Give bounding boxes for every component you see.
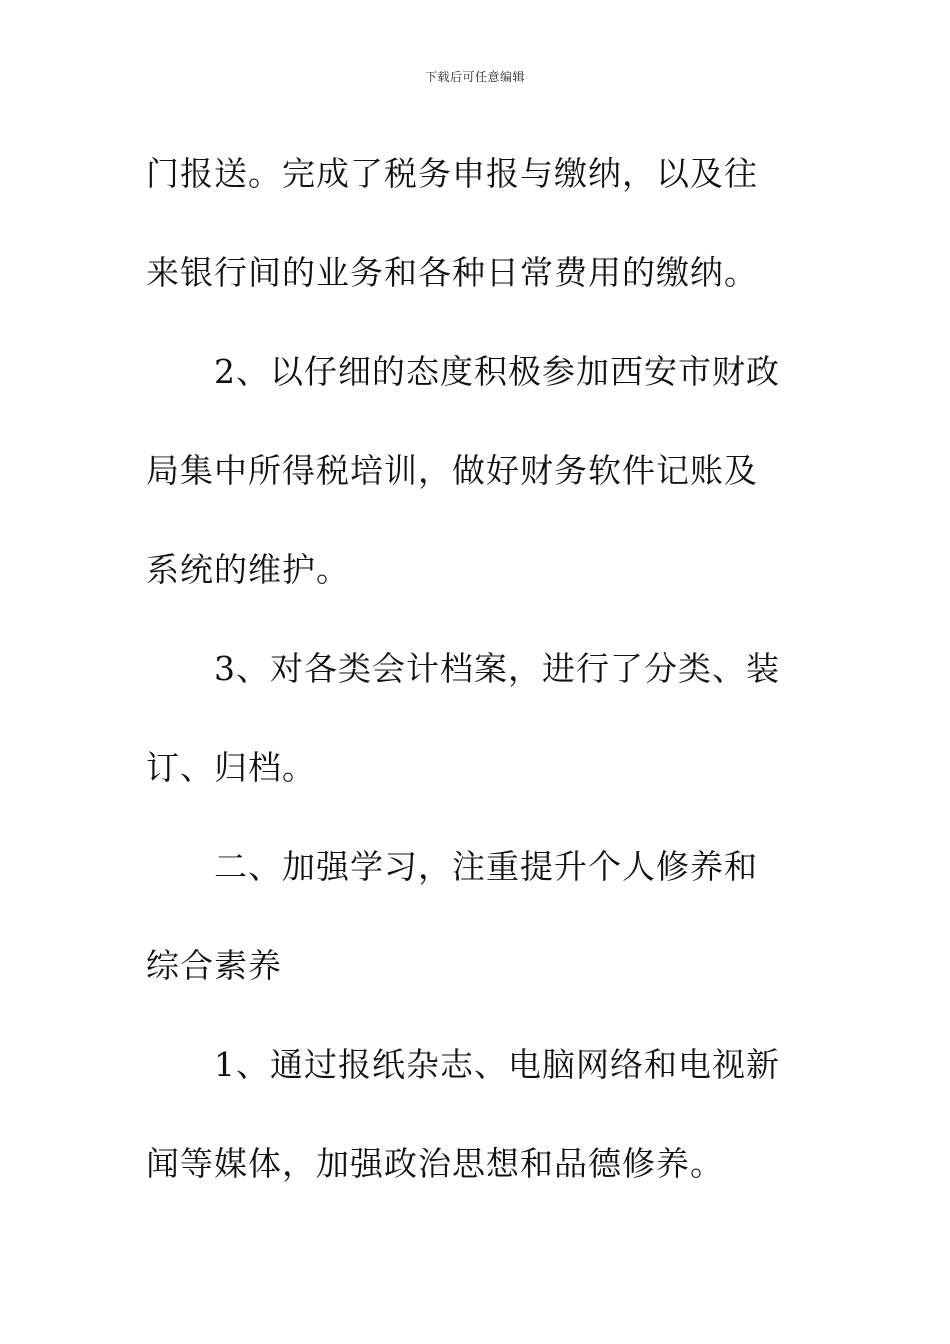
paragraph-line: 局集中所得税培训，做好财务软件记账及 — [146, 451, 758, 490]
paragraph-line: 订、归档。 — [146, 748, 316, 787]
paragraph-line: 2、以仔细的态度积极参加西安市财政 — [214, 352, 780, 391]
paragraph-item-1 — [146, 1015, 806, 1213]
paragraph-line: 闻等媒体，加强政治思想和品德修养。 — [146, 1144, 724, 1183]
section-heading-2 — [146, 817, 806, 1015]
paragraph-item-3 — [146, 619, 806, 817]
paragraph-item-2 — [146, 322, 806, 619]
paragraph-line: 二、加强学习，注重提升个人修养和 — [214, 847, 758, 886]
page-header: 下载后可任意编辑 — [424, 70, 525, 84]
paragraph-line: 门报送。完成了税务申报与缴纳，以及往 — [146, 154, 758, 193]
document-body — [146, 124, 806, 1213]
paragraph-line: 系统的维护。 — [146, 550, 350, 589]
paragraph-line: 综合素养 — [146, 946, 282, 985]
paragraph-continuation — [146, 124, 806, 322]
paragraph-line: 来银行间的业务和各种日常费用的缴纳。 — [146, 253, 758, 292]
paragraph-line: 3、对各类会计档案，进行了分类、装 — [214, 649, 780, 688]
paragraph-line: 1、通过报纸杂志、电脑网络和电视新 — [214, 1045, 780, 1084]
